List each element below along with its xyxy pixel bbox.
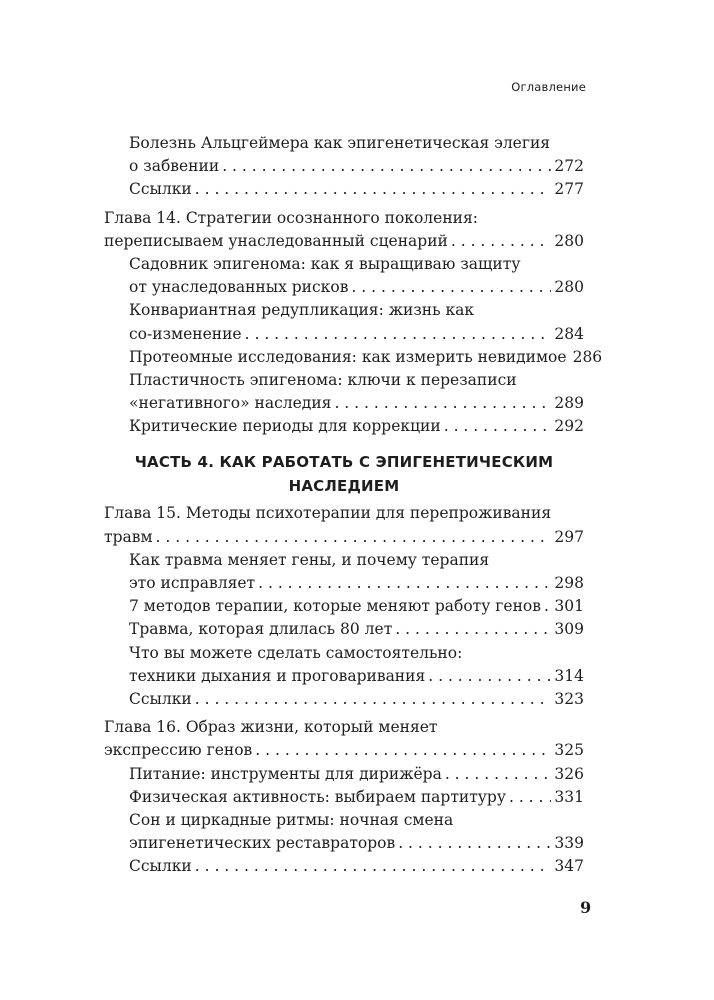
dot-leader (451, 230, 552, 253)
toc-chapter-14 (104, 207, 584, 253)
toc-entry (104, 855, 584, 878)
dot-leader (156, 526, 552, 549)
toc-entry-line: это исправляет (129, 574, 256, 592)
toc-entry-leader (104, 526, 584, 549)
toc-chapter-15 (104, 502, 584, 548)
dot-leader (428, 665, 551, 688)
toc-entry (104, 618, 584, 641)
toc-entry-line: 7 методов терапии, которые меняют работу генов (129, 597, 541, 616)
toc-entry (104, 549, 584, 595)
dot-leader (395, 618, 551, 641)
toc-entry-line: Садовник эпигенома: как я выращиваю защиту (129, 254, 521, 273)
toc-entry-leader (129, 276, 584, 299)
toc-page-number: 272 (554, 157, 584, 176)
toc-entry-leader (129, 392, 584, 415)
dot-leader (195, 855, 552, 878)
toc-entry-leader (129, 688, 584, 711)
toc-page-number: 326 (554, 764, 584, 783)
toc-entry-line: Конвариантная редупликация: жизнь как (129, 301, 475, 320)
toc-entry-line: Питание: инструменты для дирижёра (129, 764, 442, 783)
dot-leader (195, 178, 552, 201)
dot-leader (398, 832, 551, 855)
dot-leader (544, 595, 551, 618)
part-heading-line: ЧАСТЬ 4. КАК РАБОТАТЬ С ЭПИГЕНЕТИЧЕСКИМ (134, 453, 554, 472)
toc-page-number: 284 (554, 324, 584, 343)
toc-entry-line: «негативного» наследия (129, 394, 332, 413)
toc-entry-leader (129, 763, 584, 786)
toc-entry-leader (129, 572, 584, 595)
toc-page-number: 292 (554, 417, 584, 436)
toc-entry-line: эпигенетических реставраторов (129, 834, 396, 853)
toc-entry-line: Протеомные исследования: как измерить невидимое (129, 347, 567, 366)
page-number: 9 (580, 898, 592, 917)
toc-entry-line: от унаследованных рисков (129, 278, 349, 297)
toc-entry (104, 763, 584, 786)
part-heading-line: НАСЛЕДИЕМ (288, 477, 400, 496)
part-heading (104, 450, 584, 498)
dot-leader (258, 572, 551, 595)
toc-entry-leader (129, 786, 584, 809)
toc-entry (104, 178, 584, 201)
toc-entry (104, 688, 584, 711)
toc-page-number: 323 (554, 689, 584, 708)
toc-page-number: 331 (554, 787, 584, 806)
toc-entry (104, 369, 584, 415)
toc-entry-leader (129, 665, 584, 688)
dot-leader (255, 739, 551, 762)
toc-entry-line: со-изменение (129, 324, 242, 343)
toc-page-number: 314 (554, 666, 584, 685)
toc-page-number: 289 (554, 394, 584, 413)
toc-entry-line: Глава 15. Методы психотерапии для перепроживания (104, 504, 552, 523)
toc-page-number: 280 (554, 278, 584, 297)
dot-leader (222, 155, 551, 178)
toc-entry-line: переписываем унаследованный сценарий (104, 231, 448, 250)
toc-entry-line: Как травма меняет гены, и почему терапия (129, 550, 490, 569)
toc-entry-leader (129, 323, 584, 346)
toc-entry-line: Критические периоды для коррекции (129, 417, 441, 436)
toc-entry-line: Ссылки (129, 857, 192, 876)
toc-entry-leader (129, 618, 584, 641)
toc-entry-line: Глава 16. Образ жизни, который меняет (104, 718, 438, 737)
toc-entry-line: Болезнь Альцгеймера как эпигенетическая элегия (129, 134, 551, 152)
dot-leader (351, 276, 551, 299)
toc-entry-leader (129, 855, 584, 878)
dot-leader (444, 415, 552, 438)
toc-entry-line: Глава 14. Стратегии осознанного поколения: (104, 208, 478, 227)
toc-entry-leader (129, 155, 584, 178)
toc-entry (104, 595, 584, 618)
toc-entry-line: о забвении (129, 157, 220, 176)
toc-entry (104, 415, 584, 438)
dot-leader (509, 786, 551, 809)
dot-leader (445, 763, 552, 786)
toc-entry-line: техники дыхания и проговаривания (129, 666, 426, 685)
dot-leader (334, 392, 551, 415)
toc-page-number: 325 (554, 741, 584, 760)
toc-entry-line: Физическая активность: выбираем партитуру (129, 787, 506, 806)
table-of-contents (104, 132, 603, 878)
toc-page-number: 280 (554, 231, 584, 250)
toc-page-number: 297 (554, 527, 584, 546)
toc-entry-line: Сон и циркадные ритмы: ночная смена (129, 810, 454, 829)
dot-leader (245, 323, 552, 346)
toc-entry (104, 786, 584, 809)
toc-page-number: 298 (554, 574, 584, 592)
toc-entry-line: Что вы можете сделать самостоятельно: (129, 643, 463, 662)
toc-chapter-16 (104, 716, 584, 762)
toc-entry (104, 346, 603, 369)
toc-entry-leader (129, 415, 584, 438)
toc-entry-leader (104, 230, 584, 253)
toc-page-number: 309 (554, 620, 584, 639)
toc-page-number: 301 (554, 597, 584, 616)
toc-entry-line: экспрессию генов (104, 741, 253, 760)
toc-entry-leader (129, 832, 584, 855)
toc-entry-line: травм (104, 527, 153, 546)
toc-page-number: 339 (554, 834, 584, 853)
toc-entry (104, 253, 584, 299)
toc-page-number: 277 (554, 180, 584, 199)
toc-entry-line: Пластичность эпигенома: ключи к перезаписи (129, 370, 517, 389)
toc-entry (104, 299, 584, 345)
toc-entry (104, 132, 584, 178)
toc-entry-line: Травма, которая длилась 80 лет (129, 620, 393, 639)
running-head-title: Оглавление (511, 80, 586, 94)
toc-entry-leader (129, 346, 603, 369)
toc-entry-line: Ссылки (129, 689, 192, 708)
toc-entry-leader (129, 178, 584, 201)
toc-entry (104, 642, 584, 688)
toc-page-number: 347 (554, 857, 584, 876)
dot-leader (195, 688, 552, 711)
toc-entry-line: Ссылки (129, 180, 192, 199)
toc-entry-leader (104, 739, 584, 762)
toc-page-number: 286 (572, 347, 603, 366)
toc-entry-leader (129, 595, 584, 618)
toc-entry (104, 809, 584, 855)
